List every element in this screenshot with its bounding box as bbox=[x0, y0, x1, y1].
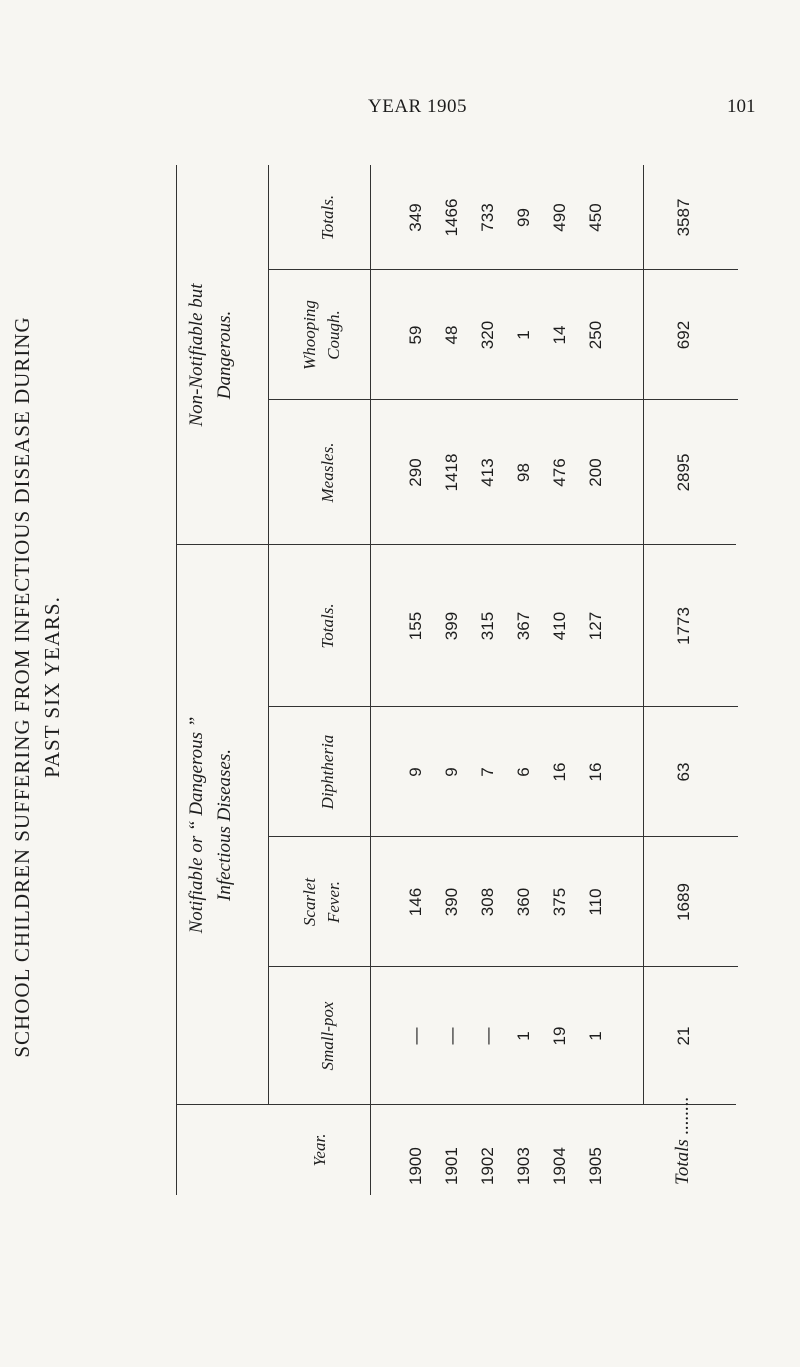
cell-small-pox: 1 bbox=[514, 1031, 533, 1041]
cell-scarlet: 146 bbox=[406, 887, 425, 917]
cell-measles: 98 bbox=[514, 463, 533, 482]
group-notifiable-line1: Notifiable or “ Dangerous ” bbox=[186, 716, 207, 934]
cell-totals-non-notifiable: 1466 bbox=[442, 198, 461, 237]
cell-whooping: 250 bbox=[586, 320, 605, 350]
table-rule-under-groups bbox=[268, 165, 269, 1105]
cell-year-1903: 1903 bbox=[514, 1147, 533, 1185]
cell-measles: 476 bbox=[550, 458, 569, 487]
cell-whooping: 59 bbox=[406, 325, 425, 345]
cell-measles: 1418 bbox=[442, 453, 461, 492]
table-rule-totals bbox=[643, 165, 644, 1105]
cell-measles: 413 bbox=[478, 458, 497, 487]
cell-scarlet: 375 bbox=[550, 887, 569, 917]
cell-diphtheria: 9 bbox=[406, 767, 425, 777]
page-number: 101 bbox=[727, 96, 756, 117]
cell-diphtheria: 16 bbox=[586, 762, 605, 782]
cell-year-1904: 1904 bbox=[550, 1147, 569, 1185]
cell-year-1901: 1901 bbox=[442, 1147, 461, 1185]
col-year: Year. bbox=[310, 1133, 329, 1167]
cell-measles: 200 bbox=[586, 458, 605, 487]
col-scarlet-fever-line2: Fever. bbox=[324, 881, 343, 924]
table-rule-col3 bbox=[268, 706, 738, 707]
table-rule-under-columns bbox=[370, 165, 371, 1195]
table-heading-line2: PAST SIX YEARS. bbox=[40, 596, 64, 778]
cell-diphtheria: 9 bbox=[442, 767, 461, 777]
col-whooping-cough-line1: Whooping bbox=[300, 300, 319, 370]
cell-small-pox: 1 bbox=[586, 1031, 605, 1041]
cell-whooping: 14 bbox=[550, 325, 569, 345]
col-small-pox: Small-pox bbox=[318, 1001, 337, 1071]
cell-small-pox: — bbox=[406, 1027, 425, 1045]
cell-totals-non-notifiable: 99 bbox=[514, 208, 533, 227]
cell-small-pox: — bbox=[478, 1027, 497, 1045]
table-rule-top bbox=[176, 165, 177, 1195]
total-measles: 2895 bbox=[674, 453, 693, 492]
group-non-notifiable-line2: Dangerous. bbox=[214, 310, 235, 400]
totals-row-label: Totals ........ bbox=[672, 1096, 693, 1185]
total-small-pox: 21 bbox=[674, 1026, 693, 1046]
cell-whooping: 48 bbox=[442, 325, 461, 345]
cell-small-pox: — bbox=[442, 1027, 461, 1045]
col-scarlet-fever-line1: Scarlet bbox=[300, 877, 319, 927]
cell-diphtheria: 7 bbox=[478, 767, 497, 777]
cell-totals-non-notifiable: 490 bbox=[550, 203, 569, 232]
cell-totals-notifiable: 410 bbox=[550, 611, 569, 641]
group-non-notifiable-line1: Non-Notifiable but bbox=[186, 283, 207, 427]
total-whooping: 692 bbox=[674, 320, 693, 350]
col-measles: Measles. bbox=[318, 442, 337, 503]
cell-whooping: 320 bbox=[478, 320, 497, 350]
cell-totals-non-notifiable: 450 bbox=[586, 203, 605, 232]
cell-totals-notifiable: 367 bbox=[514, 611, 533, 641]
cell-measles: 290 bbox=[406, 458, 425, 487]
cell-scarlet: 110 bbox=[586, 888, 605, 916]
cell-scarlet: 360 bbox=[514, 887, 533, 917]
col-totals-non-notifiable: Totals. bbox=[318, 194, 337, 241]
total-totals-notifiable: 1773 bbox=[674, 607, 693, 645]
cell-totals-notifiable: 399 bbox=[442, 611, 461, 641]
col-totals-notifiable: Totals. bbox=[318, 603, 337, 649]
cell-totals-notifiable: 315 bbox=[478, 611, 497, 641]
cell-diphtheria: 16 bbox=[550, 762, 569, 782]
cell-scarlet: 308 bbox=[478, 887, 497, 917]
col-diphtheria: Diphtheria bbox=[318, 734, 337, 810]
group-notifiable-line2: Infectious Diseases. bbox=[214, 749, 235, 901]
cell-totals-notifiable: 155 bbox=[406, 611, 425, 641]
table-heading-line1: SCHOOL CHILDREN SUFFERING FROM INFECTIOUS DISEASE DURING bbox=[10, 316, 34, 1058]
cell-totals-notifiable: 127 bbox=[586, 611, 605, 641]
cell-year-1902: 1902 bbox=[478, 1147, 497, 1185]
cell-small-pox: 19 bbox=[550, 1026, 569, 1046]
cell-scarlet: 390 bbox=[442, 887, 461, 917]
total-diphtheria: 63 bbox=[674, 762, 693, 782]
cell-year-1900: 1900 bbox=[406, 1147, 425, 1185]
cell-totals-non-notifiable: 733 bbox=[478, 203, 497, 232]
col-whooping-cough-line2: Cough. bbox=[324, 310, 343, 360]
cell-year-1905: 1905 bbox=[586, 1147, 605, 1185]
cell-diphtheria: 6 bbox=[514, 767, 533, 777]
cell-whooping: 1 bbox=[514, 330, 533, 340]
total-scarlet: 1689 bbox=[674, 883, 693, 921]
total-totals-non-notifiable: 3587 bbox=[674, 198, 693, 237]
cell-totals-non-notifiable: 349 bbox=[406, 203, 425, 232]
running-title: YEAR 1905 bbox=[368, 96, 467, 117]
